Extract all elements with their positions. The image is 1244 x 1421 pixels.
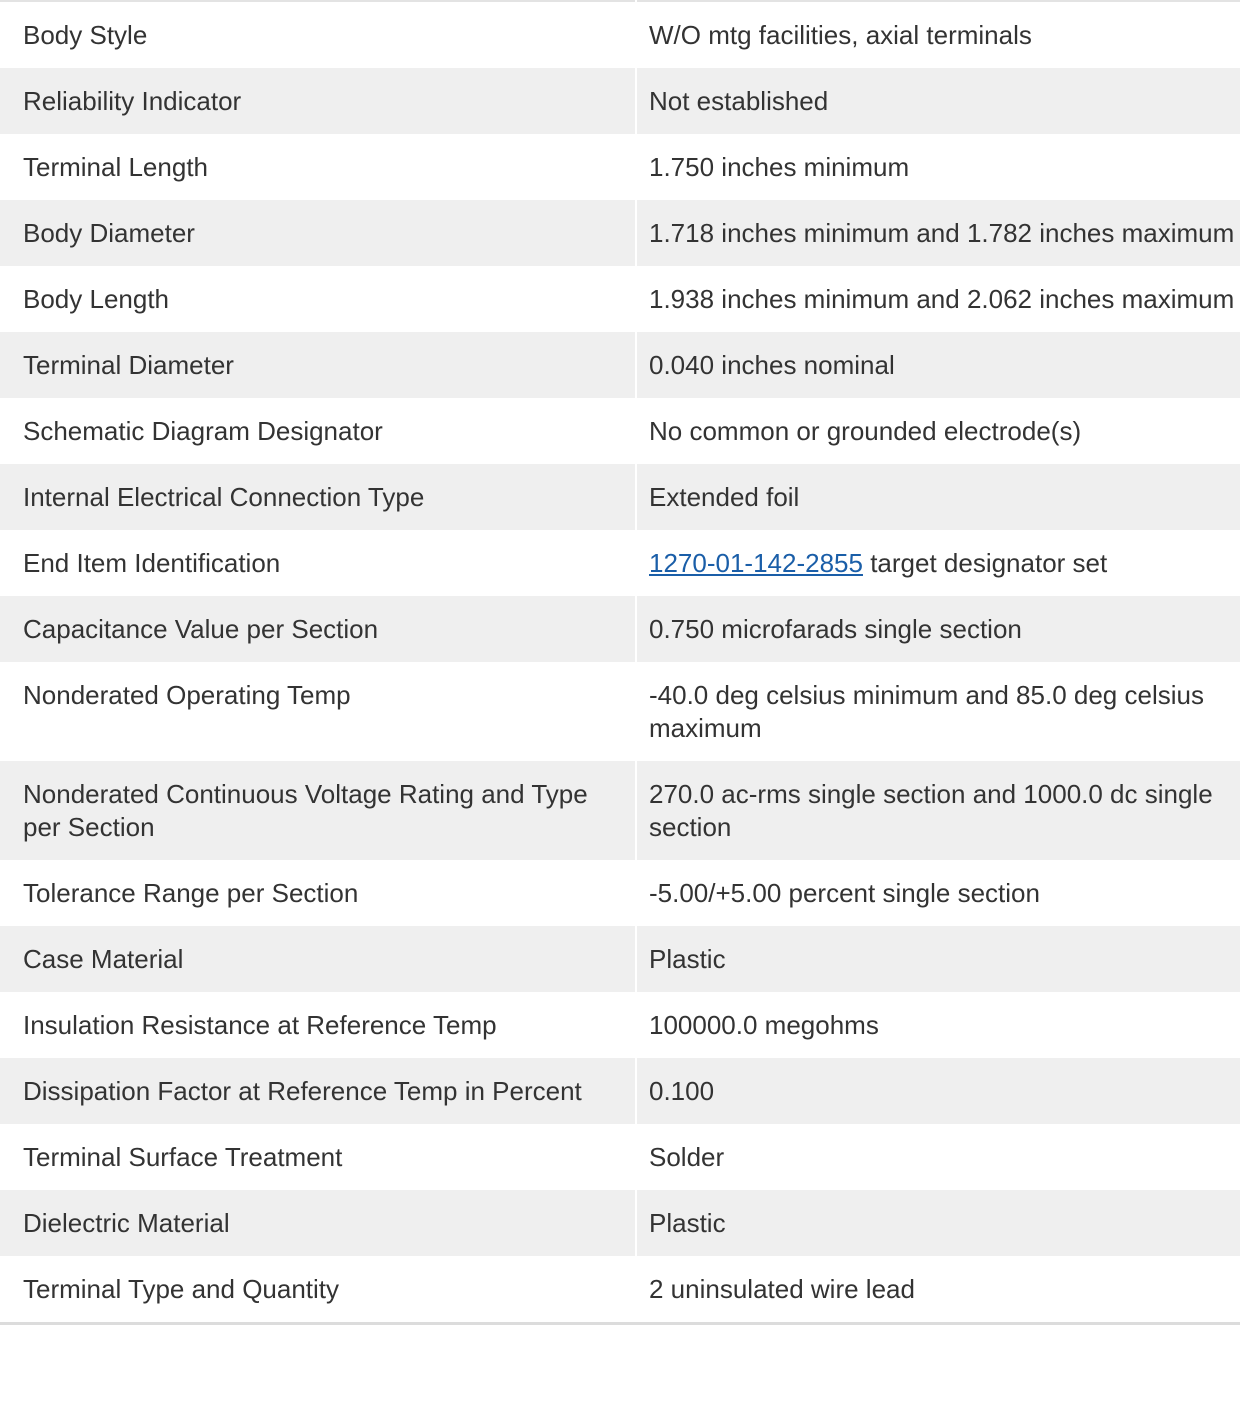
- spec-label: Schematic Diagram Designator: [0, 398, 636, 464]
- spec-label: Body Length: [0, 266, 636, 332]
- spec-row-nonderated-operating-temp: [0, 662, 1240, 761]
- spec-label: Nonderated Continuous Voltage Rating and Type per Section: [0, 761, 636, 860]
- spec-label: End Item Identification: [0, 530, 636, 596]
- spec-value: 0.750 microfarads single section: [649, 614, 1022, 644]
- spec-row-terminal-length: [0, 134, 1240, 200]
- spec-label: Dielectric Material: [0, 1190, 636, 1256]
- spec-row-voltage-rating: [0, 761, 1240, 860]
- end-item-suffix: target designator set: [862, 548, 1108, 578]
- spec-label: Body Diameter: [0, 200, 636, 266]
- spec-row-dissipation-factor: [0, 1058, 1240, 1124]
- spec-label: Reliability Indicator: [0, 68, 636, 134]
- spec-value: Plastic: [649, 1208, 726, 1238]
- spec-value: -40.0 deg celsius minimum and 85.0 deg celsius maximum: [649, 680, 1204, 743]
- spec-label: Tolerance Range per Section: [0, 860, 636, 926]
- spec-row-case-material: [0, 926, 1240, 992]
- spec-table-body: [0, 1, 1240, 1324]
- spec-row-insulation-resistance: [0, 992, 1240, 1058]
- spec-value: Plastic: [649, 944, 726, 974]
- spec-value: 1.750 inches minimum: [649, 152, 910, 182]
- spec-value: [636, 530, 1240, 596]
- spec-value: No common or grounded electrode(s): [649, 416, 1082, 446]
- spec-row-body-length: [0, 266, 1240, 332]
- spec-label: Capacitance Value per Section: [0, 596, 636, 662]
- spec-row-terminal-surface-treatment: [0, 1124, 1240, 1190]
- spec-value: W/O mtg facilities, axial terminals: [649, 20, 1032, 50]
- spec-value: 2 uninsulated wire lead: [649, 1274, 915, 1304]
- spec-value: 1.718 inches minimum and 1.782 inches maximum: [649, 218, 1235, 248]
- spec-label: Terminal Surface Treatment: [0, 1124, 636, 1190]
- spec-label: Terminal Type and Quantity: [0, 1256, 636, 1324]
- spec-label: Internal Electrical Connection Type: [0, 464, 636, 530]
- spec-row-reliability-indicator: [0, 68, 1240, 134]
- spec-value: 0.100: [649, 1076, 715, 1106]
- spec-row-dielectric-material: [0, 1190, 1240, 1256]
- spec-value: Not established: [649, 86, 829, 116]
- spec-row-schematic-diagram-designator: [0, 398, 1240, 464]
- spec-row-end-item-identification: [0, 530, 1240, 596]
- end-item-nsn-link[interactable]: 1270-01-142-2855: [649, 548, 863, 578]
- spec-row-body-diameter: [0, 200, 1240, 266]
- spec-value: 270.0 ac-rms single section and 1000.0 dc single section: [649, 779, 1213, 842]
- spec-row-capacitance-value: [0, 596, 1240, 662]
- spec-label: Dissipation Factor at Reference Temp in Percent: [0, 1058, 636, 1124]
- spec-row-internal-electrical-connection-type: [0, 464, 1240, 530]
- spec-value: Extended foil: [649, 482, 800, 512]
- spec-label: Terminal Length: [0, 134, 636, 200]
- spec-row-body-style: [0, 1, 1240, 68]
- spec-label: Case Material: [0, 926, 636, 992]
- spec-value: -5.00/+5.00 percent single section: [649, 878, 1040, 908]
- spec-value: 0.040 inches nominal: [649, 350, 895, 380]
- spec-row-tolerance-range: [0, 860, 1240, 926]
- spec-value: 1.938 inches minimum and 2.062 inches maximum: [649, 284, 1235, 314]
- spec-label: Terminal Diameter: [0, 332, 636, 398]
- spec-row-terminal-type-and-quantity: [0, 1256, 1240, 1324]
- spec-value: Solder: [649, 1142, 725, 1172]
- spec-label: Body Style: [0, 1, 636, 68]
- spec-label: Insulation Resistance at Reference Temp: [0, 992, 636, 1058]
- spec-row-terminal-diameter: [0, 332, 1240, 398]
- spec-label: Nonderated Operating Temp: [0, 662, 636, 761]
- spec-value: 100000.0 megohms: [649, 1010, 879, 1040]
